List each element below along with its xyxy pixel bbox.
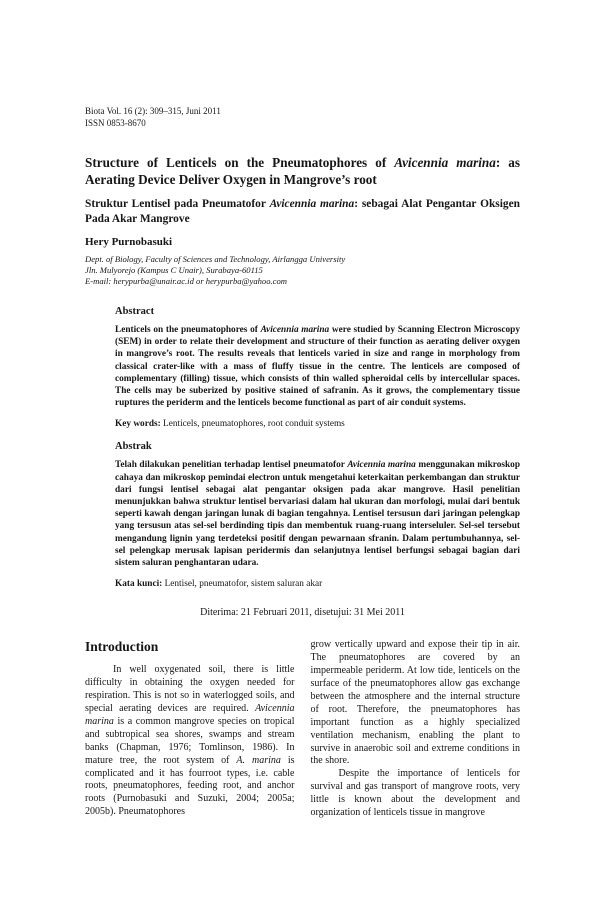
article-title-id — [85, 197, 520, 226]
keywords-value: Lenticels, pneumatophores, root conduit systems — [163, 419, 345, 430]
abstrak-text — [115, 459, 520, 569]
issn-line: ISSN 0853-8670 — [85, 117, 146, 128]
affiliation-email-line: E-mail: herypurba@unair.ac.id or herypurba@yahoo.com — [85, 276, 287, 286]
kata-kunci-value: Lentisel, pneumatofor, sistem saluran akar — [164, 579, 323, 590]
abstract-heading: Abstract — [115, 306, 155, 317]
species-name-italic: Avicennia marina — [260, 325, 330, 335]
intro-paragraph-right-2: Despite the importance of lenticels for survival and gas transport of mangrove roots, very little is known about the development and organization of lenticels tissue in mangrove — [310, 768, 520, 819]
intro-left-part-1: In well oxygenated soil, there is little difficulty in obtaining the oxygen needed for respiration. This is not so in waterlogged soils, and special aerating devices are required. — [85, 664, 295, 714]
affiliation-line-1: Dept. of Biology, Faculty of Sciences and Technology, Airlangga University — [85, 254, 346, 264]
abstrak-text-pre: Telah dilakukan penelitian terhadap lentisel pneumatofor — [115, 460, 348, 471]
keywords-line — [115, 419, 520, 429]
received-accepted-line: Diterima: 21 Februari 2011, disetujui: 31 Mei 2011 — [200, 607, 405, 619]
abstrak-heading: Abstrak — [115, 441, 152, 453]
abstract-section — [115, 306, 520, 589]
kata-kunci-label: Kata kunci: — [115, 579, 165, 590]
title-en-post: : as Aerating Device Deliver Oxygen in Mangrove’s root — [85, 155, 521, 187]
intro-paragraph-left — [85, 664, 295, 819]
author-name: Hery Purnobasuki — [85, 236, 173, 248]
abstrak-text-post: menggunakan mikroskop cahaya dan mikroskop pemindai electron untuk mengetahui keterkaitan perkembangan dan struktur dari fungsi lentisel sebagai alat pengantar oksigen pada akar mangrove. Hasil penelitian menunjukkan bahwa struktur lentisel bervariasi dalam hal ukuran dan morfologi, mulai dari bentuk seperti kawah dengan jaringan lunak di bagian tengahnya. Lentisel tersusun dari jaringan pelengkap yang tersusun atas sel-sel berdinding tipis dan membentuk ruang-ruang interseluler. Sel-sel tersebut mengandung lignin yang terdeteksi positif dengan pewarnaan sfranin. Dalam pertumbuhannya, sel-sel pelengkap merusak lapisan peridermis dan selanjutnya lentisel berfungsi sebagai bagian dari sistem saluran penghantaran udara. — [115, 460, 520, 569]
abstract-text — [115, 324, 520, 409]
journal-header — [85, 106, 520, 129]
title-id-post: : sebagai Alat Pengantar Oksigen Pada Akar Mangrove — [85, 198, 520, 225]
abstract-text-post: were studied by Scanning Electron Microscopy (SEM) in order to relate their development and structure of their function as aerating deliver oxygen in mangrove’s root. The results reveals that lenticels varied in size and range in morphology from classical crater-like with a mass of fluffy tissue in the centre. The lenticels are composed of complementary (filling) tissue, which consists of thin walled spheroidal cells by intercellular spaces. The cells may be suberized by positive stained of safranin. As it grows, the complementary tissue ruptures the periderm and the lenticels become functional as part of air conduit systems. — [115, 325, 520, 409]
species-name-italic: Avicennia marina — [347, 460, 416, 471]
introduction-heading: Introduction — [85, 639, 159, 655]
kata-kunci-line — [115, 579, 520, 589]
intro-paragraph-right-1: grow vertically upward and expose their tip in air. The pneumatophores are covered by an impermeable periderm. At low tide, lenticels on the surface of the pneumatophores allow gas exchange between the atmosphere and the internal structure of root. Therefore, the pneumatophores has important function as a highly specialized ventilation mechanism, enabling the plant to survive in anaerobic soil and extreme conditions in the shore. — [310, 639, 520, 767]
abstract-text-pre: Lenticels on the pneumatophores of — [115, 325, 261, 335]
keywords-label: Key words: — [115, 419, 164, 430]
species-name-italic: Avicennia marina — [394, 155, 496, 170]
author-affiliation — [85, 254, 520, 287]
title-en-pre: Structure of Lenticels on the Pneumatophores of — [85, 155, 395, 170]
affiliation-line-2: Jln. Mulyorejo (Kampus C Unair), Surabaya-60115 — [85, 265, 263, 275]
left-column — [85, 639, 295, 820]
article-title-en — [85, 154, 520, 188]
intro-left-part-2: is a common mangrove species on tropical and subtropical sea shores, swamps and stream banks (Chapman, 1976; Tomlinson, 1986). In mature tree, the root system of — [85, 715, 295, 766]
introduction-section — [85, 639, 520, 820]
right-column — [311, 639, 521, 820]
intro-left-part-3: is complicated and it has fourroot types, i.e. cable roots, pneumatophores, feeding root, and anchor roots (Purnobasuki and Suzuki, 2004; 2005a; 2005b). Pneumatophores — [85, 754, 295, 818]
journal-volume-line: Biota Vol. 16 (2): 309–315, Juni 2011 — [85, 106, 221, 116]
title-id-pre: Struktur Lentisel pada Pneumatofor — [85, 198, 270, 210]
species-name-italic: Avicennia marina — [269, 198, 355, 210]
species-name-italic: A. marina — [236, 754, 281, 766]
species-name-italic: Avicennia marina — [85, 702, 295, 727]
